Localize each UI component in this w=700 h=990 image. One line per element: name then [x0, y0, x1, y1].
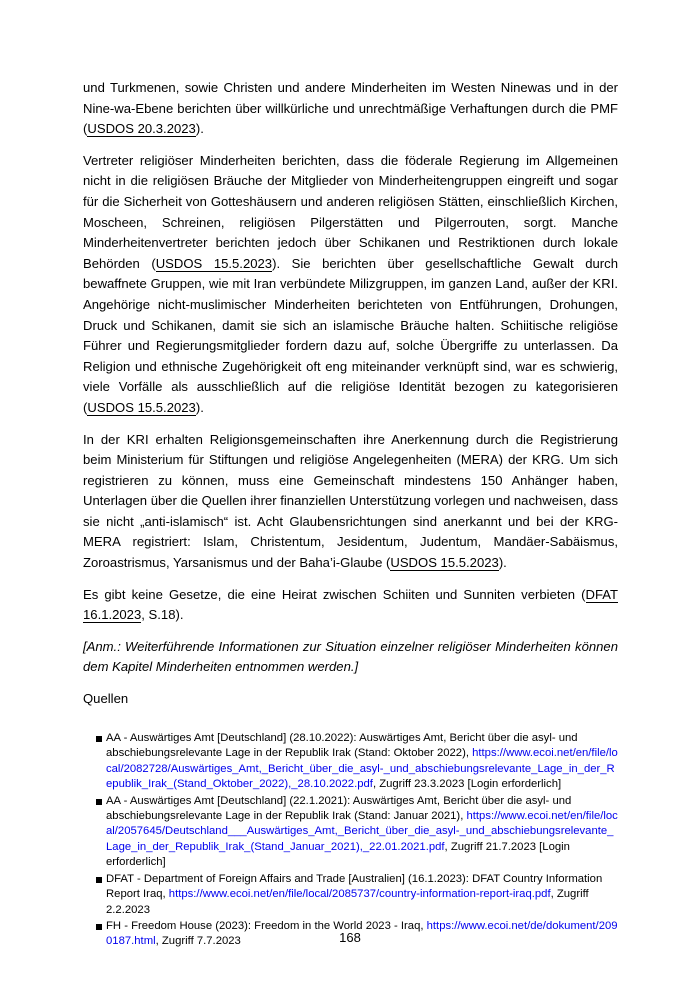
paragraph-text: ). — [498, 555, 507, 571]
citation-link[interactable]: USDOS 20.3.2023 — [87, 121, 196, 137]
source-text: AA - Auswärtiges Amt [Deutschland] (22.1.2021): Auswärtiges Amt, Bericht über die asyl- und abschiebungsrelevante Lage in der Republik Irak (Stand: Januar 2021), — [106, 794, 572, 823]
paragraph-4 — [83, 585, 618, 626]
paragraph-text: ). — [195, 121, 204, 137]
editor-note: [Anm.: Weiterführende Informationen zur Situation einzelner religiöser Minderheiten können dem Kapitel Minderheiten entnommen werden.] — [83, 638, 618, 675]
paragraph-text: ). — [195, 399, 204, 415]
citation-link[interactable]: DFAT 16.1.2023 — [83, 586, 618, 623]
source-link[interactable]: https://www.ecoi.net/en/file/local/2057645/Deutschland___Auswärtiges_Amt,_Bericht_über_die_asyl-_und_abschiebungsrelevante_Lage_in_der_Republik_Irak_(Stand_Januar_2021),_22.01.2021.pdf — [106, 810, 618, 853]
source-text: FH - Freedom House (2023): Freedom in the World 2023 - Iraq, — [106, 919, 427, 932]
source-access: , Zugriff 7.7.2023 — [155, 935, 241, 948]
paragraph-text: , S.18). — [141, 607, 184, 623]
source-link[interactable]: https://www.ecoi.net/en/file/local/2085737/country-information-report-iraq.pdf — [168, 888, 551, 901]
paragraph-text: ). Sie berichten über gesellschaftliche Gewalt durch bewaffnete Gruppen, wie mit Iran verbündete Milizgruppen, im ganzen Land, außer der KRI. Angehörige nicht-muslimischer Minderheiten berichteten von Entführungen, Drohungen, Druck und Schikanen, damit sie sich an islamische Bräuche halten. Schiitische religiöse Führer und Regierungsmitglieder fordern dazu auf, solche Übergriffe zu unterlassen. Da Religion und ethnische Zugehörigkeit oft eng miteinander verknüpft sind, war es schwierig, viele Vorfälle als ausschließlich auf die religiöse Identität bezogen zu kategorisieren ( — [83, 255, 618, 415]
source-link[interactable]: https://www.ecoi.net/de/dokument/2090187.html — [106, 919, 618, 948]
source-link[interactable]: https://www.ecoi.net/en/file/local/2082728/Auswärtiges_Amt,_Bericht_über_die_asyl-_und_abschiebungsrelevante_Lage_in_der_Republik_Irak_(Stand_Oktober_2022),_28.10.2022.pdf — [106, 747, 618, 791]
sources-list — [83, 731, 618, 950]
source-item — [97, 794, 618, 871]
source-access: , Zugriff 23.3.2023 [Login erforderlich] — [372, 778, 562, 791]
paragraph-2 — [83, 151, 618, 419]
source-access: , Zugriff 21.7.2023 [Login erforderlich] — [106, 840, 570, 869]
sources-heading: Quellen — [83, 691, 129, 707]
source-text: DFAT - Department of Foreign Affairs and Trade [Australien] (16.1.2023): DFAT Country Information Report Iraq, — [106, 872, 603, 901]
paragraph-text: In der KRI erhalten Religionsgemeinschaften ihre Anerkennung durch die Registrierung beim Ministerium für Stiftungen und religiöse Angelegenheiten (MERA) der KRG. Um sich registrieren zu können, muss eine Gemeinschaft mindestens 150 Anhänger haben, Unterlagen über die Quellen ihrer finanziellen Unterstützung vorlegen und nachweisen, dass sie nicht „anti-islamisch“ ist. Acht Glaubensrichtungen sind anerkannt und bei der KRG-MERA registriert: Islam, Christentum, Jesidentum, Judentum, Mandäer-Sabäismus, Zoroastrismus, Yarsanismus und der Baha’i-Glaube ( — [83, 431, 618, 571]
citation-link[interactable]: USDOS 15.5.2023 — [155, 255, 273, 271]
citation-link[interactable]: USDOS 15.5.2023 — [390, 555, 499, 571]
source-text: AA - Auswärtiges Amt [Deutschland] (28.10.2022): Auswärtiges Amt, Bericht über die asyl- und abschiebungsrelevante Lage in der Republik Irak (Stand: Oktober 2022), — [106, 732, 578, 760]
citation-link[interactable]: USDOS 15.5.2023 — [87, 399, 196, 415]
source-item — [97, 731, 618, 793]
source-access: , Zugriff 2.2.2023 — [106, 888, 589, 916]
paragraph-text: Es gibt keine Gesetze, die eine Heirat zwischen Schiiten und Sunniten verbieten ( — [83, 586, 586, 602]
page-number: 168 — [339, 930, 361, 945]
paragraph-text: und Turkmenen, sowie Christen und andere Minderheiten im Westen Ninewas und in der Nine-wa-Ebene berichten über willkürliche und unrechtmäßige Verhaftungen durch die PMF ( — [83, 80, 618, 137]
paragraph-text: Vertreter religiöser Minderheiten berichten, dass die föderale Regierung im Allgemeinen nicht in die religiösen Bräuche der Mitglieder von Minderheitengruppen eingreift und sogar für die Sicherheit von Gotteshäusern und anderen religiösen Stätten, einschließlich Kirchen, Moscheen, Schreinen, religiösen Pilgerstätten und Pilgerrouten, sorgt. Manche Minderheitenvertreter berichten jedoch über Schikanen und Restriktionen durch lokale Behörden ( — [83, 152, 618, 271]
document-page — [83, 78, 618, 951]
paragraph-1 — [83, 78, 618, 140]
source-item — [97, 872, 618, 918]
paragraph-3 — [83, 430, 618, 574]
